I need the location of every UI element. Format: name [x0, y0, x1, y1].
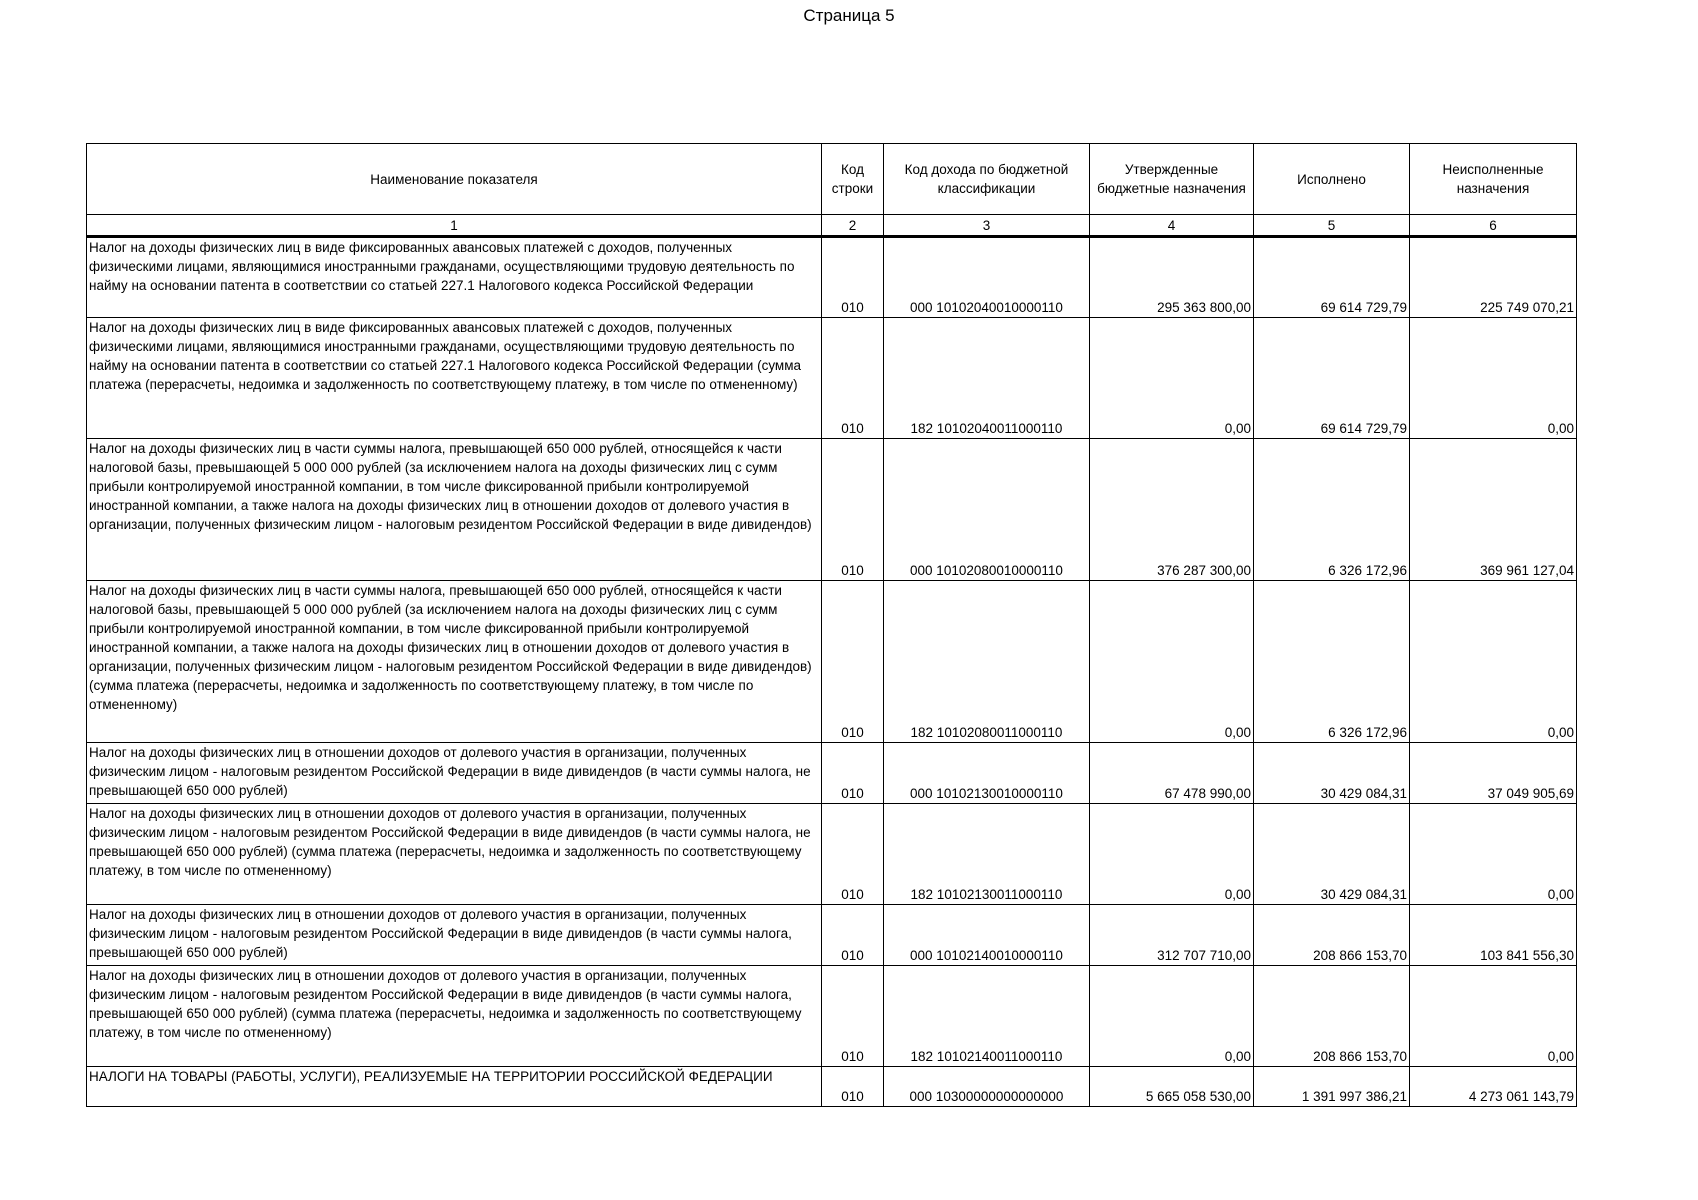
- header-line-code: Код строки: [822, 144, 884, 215]
- executed-amount: 208 866 153,70: [1254, 966, 1410, 1067]
- line-code: 010: [822, 318, 884, 439]
- approved-amount: 0,00: [1090, 804, 1254, 905]
- budget-code: 000 10102140010000110: [884, 905, 1090, 966]
- approved-amount: 5 665 058 530,00: [1090, 1067, 1254, 1107]
- unexecuted-amount: 0,00: [1410, 804, 1577, 905]
- budget-code: 182 10102140011000110: [884, 966, 1090, 1067]
- budget-code: 182 10102040011000110: [884, 318, 1090, 439]
- approved-amount: 67 478 990,00: [1090, 743, 1254, 804]
- column-number: 4: [1090, 215, 1254, 237]
- unexecuted-amount: 37 049 905,69: [1410, 743, 1577, 804]
- indicator-name: Налог на доходы физических лиц в части суммы налога, превышающей 650 000 рублей, относящейся к части налоговой базы, превышающей 5 000 000 рублей (за исключением налога на доходы физических лиц с сумм прибыли контролируемой иностранной компании, в том числе фиксированной прибыли контролируемой иностранной компании, а также налога на доходы физических лиц в отношении доходов от долевого участия в организации, полученных физическим лицом - налоговым резидентом Российской Федерации в виде дивидендов) (сумма платежа (перерасчеты, недоимка и задолженность по соответствующему платежу, в том числе по отмененному): [87, 581, 822, 743]
- page-title: Страница 5: [803, 6, 895, 25]
- approved-amount: 295 363 800,00: [1090, 237, 1254, 318]
- budget-code: 000 10102080010000110: [884, 439, 1090, 581]
- unexecuted-amount: 0,00: [1410, 318, 1577, 439]
- table-row: [87, 237, 1577, 318]
- line-code: 010: [822, 1067, 884, 1107]
- table-row: [87, 804, 1577, 905]
- unexecuted-amount: 103 841 556,30: [1410, 905, 1577, 966]
- indicator-name: Налог на доходы физических лиц в отношении доходов от долевого участия в организации, полученных физическим лицом - налоговым резидентом Российской Федерации в виде дивидендов (в части суммы налога, не превышающей 650 000 рублей): [87, 743, 822, 804]
- line-code: 010: [822, 581, 884, 743]
- line-code: 010: [822, 966, 884, 1067]
- indicator-name: Налог на доходы физических лиц в части суммы налога, превышающей 650 000 рублей, относящейся к части налоговой базы, превышающей 5 000 000 рублей (за исключением налога на доходы физических лиц с сумм прибыли контролируемой иностранной компании, в том числе фиксированной прибыли контролируемой иностранной компании, а также налога на доходы физических лиц в отношении доходов от долевого участия в организации, полученных физическим лицом - налоговым резидентом Российской Федерации в виде дивидендов): [87, 439, 822, 581]
- unexecuted-amount: 0,00: [1410, 581, 1577, 743]
- table-row: [87, 966, 1577, 1067]
- executed-amount: 6 326 172,96: [1254, 439, 1410, 581]
- header-budget-code: Код дохода по бюджетной классификации: [884, 144, 1090, 215]
- indicator-name: НАЛОГИ НА ТОВАРЫ (РАБОТЫ, УСЛУГИ), РЕАЛИЗУЕМЫЕ НА ТЕРРИТОРИИ РОССИЙСКОЙ ФЕДЕРАЦИИ: [87, 1067, 822, 1107]
- executed-amount: 208 866 153,70: [1254, 905, 1410, 966]
- budget-code: 182 10102130011000110: [884, 804, 1090, 905]
- unexecuted-amount: 225 749 070,21: [1410, 237, 1577, 318]
- budget-report-table: [86, 143, 1577, 1107]
- column-numbers-row: [87, 215, 1577, 237]
- approved-amount: 0,00: [1090, 318, 1254, 439]
- line-code: 010: [822, 743, 884, 804]
- executed-amount: 69 614 729,79: [1254, 318, 1410, 439]
- unexecuted-amount: 4 273 061 143,79: [1410, 1067, 1577, 1107]
- table-row: [87, 439, 1577, 581]
- approved-amount: 0,00: [1090, 581, 1254, 743]
- budget-code: 000 10102130010000110: [884, 743, 1090, 804]
- header-indicator-name: Наименование показателя: [87, 144, 822, 215]
- header-executed: Исполнено: [1254, 144, 1410, 215]
- indicator-name: Налог на доходы физических лиц в виде фиксированных авансовых платежей с доходов, полученных физическими лицами, являющимися иностранными гражданами, осуществляющими трудовую деятельность по найму на основании патента в соответствии со статьей 227.1 Налогового кодекса Российской Федерации: [87, 237, 822, 318]
- budget-code: 000 10102040010000110: [884, 237, 1090, 318]
- table-row: [87, 581, 1577, 743]
- budget-code: 000 10300000000000000: [884, 1067, 1090, 1107]
- executed-amount: 30 429 084,31: [1254, 804, 1410, 905]
- indicator-name: Налог на доходы физических лиц в отношении доходов от долевого участия в организации, полученных физическим лицом - налоговым резидентом Российской Федерации в виде дивидендов (в части суммы налога, превышающей 650 000 рублей): [87, 905, 822, 966]
- approved-amount: 0,00: [1090, 966, 1254, 1067]
- unexecuted-amount: 0,00: [1410, 966, 1577, 1067]
- column-number: 2: [822, 215, 884, 237]
- executed-amount: 1 391 997 386,21: [1254, 1067, 1410, 1107]
- header-approved: Утвержденные бюджетные назначения: [1090, 144, 1254, 215]
- line-code: 010: [822, 439, 884, 581]
- column-number: 5: [1254, 215, 1410, 237]
- table-row: [87, 743, 1577, 804]
- budget-code: 182 10102080011000110: [884, 581, 1090, 743]
- table-row: [87, 318, 1577, 439]
- table-header-row: [87, 144, 1577, 215]
- line-code: 010: [822, 905, 884, 966]
- approved-amount: 376 287 300,00: [1090, 439, 1254, 581]
- header-unexecuted: Неисполненные назначения: [1410, 144, 1577, 215]
- line-code: 010: [822, 804, 884, 905]
- table-row: [87, 905, 1577, 966]
- approved-amount: 312 707 710,00: [1090, 905, 1254, 966]
- column-number: 6: [1410, 215, 1577, 237]
- executed-amount: 30 429 084,31: [1254, 743, 1410, 804]
- table-row: [87, 1067, 1577, 1107]
- unexecuted-amount: 369 961 127,04: [1410, 439, 1577, 581]
- column-number: 1: [87, 215, 822, 237]
- indicator-name: Налог на доходы физических лиц в виде фиксированных авансовых платежей с доходов, полученных физическими лицами, являющимися иностранными гражданами, осуществляющими трудовую деятельность по найму на основании патента в соответствии со статьей 227.1 Налогового кодекса Российской Федерации (сумма платежа (перерасчеты, недоимка и задолженность по соответствующему платежу, в том числе по отмененному): [87, 318, 822, 439]
- executed-amount: 69 614 729,79: [1254, 237, 1410, 318]
- indicator-name: Налог на доходы физических лиц в отношении доходов от долевого участия в организации, полученных физическим лицом - налоговым резидентом Российской Федерации в виде дивидендов (в части суммы налога, превышающей 650 000 рублей) (сумма платежа (перерасчеты, недоимка и задолженность по соответствующему платежу, в том числе по отмененному): [87, 966, 822, 1067]
- line-code: 010: [822, 237, 884, 318]
- executed-amount: 6 326 172,96: [1254, 581, 1410, 743]
- indicator-name: Налог на доходы физических лиц в отношении доходов от долевого участия в организации, полученных физическим лицом - налоговым резидентом Российской Федерации в виде дивидендов (в части суммы налога, не превышающей 650 000 рублей) (сумма платежа (перерасчеты, недоимка и задолженность по соответствующему платежу, в том числе по отмененному): [87, 804, 822, 905]
- column-number: 3: [884, 215, 1090, 237]
